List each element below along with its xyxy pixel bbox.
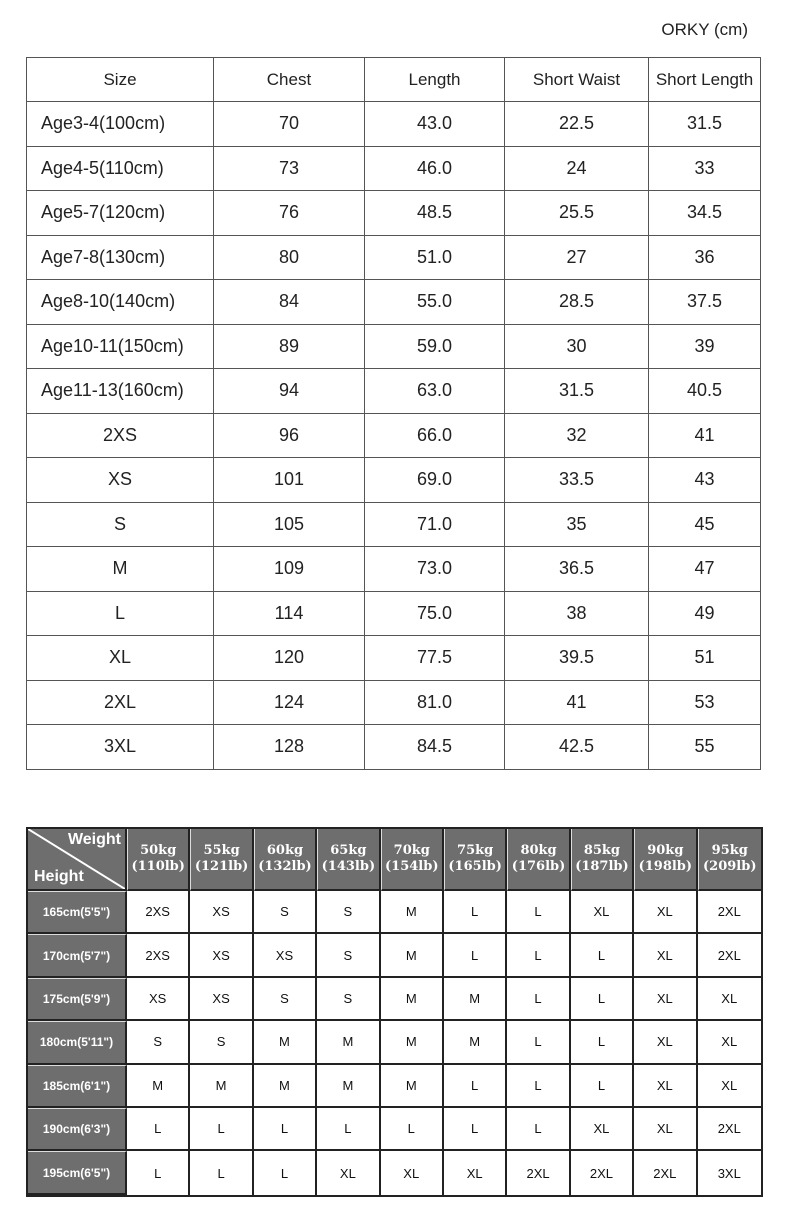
measurement-cell: 36 xyxy=(649,235,761,280)
size-chart-row xyxy=(27,547,761,592)
header-chest: Chest xyxy=(214,58,365,102)
measurement-cell: 39.5 xyxy=(505,636,649,681)
measurement-cell: 114 xyxy=(214,591,365,636)
weight-header-row xyxy=(28,829,761,891)
recommended-size-cell: 2XL xyxy=(571,1151,634,1194)
size-label-cell: S xyxy=(27,502,214,547)
weight-lb-label: (110lb) xyxy=(131,859,185,874)
measurement-cell: 77.5 xyxy=(365,636,505,681)
measurement-cell: 101 xyxy=(214,458,365,503)
recommended-size-cell: L xyxy=(571,978,634,1021)
recommended-size-cell: L xyxy=(507,1065,570,1108)
weight-lb-label: (176lb) xyxy=(511,859,566,874)
weight-header-cell xyxy=(698,829,761,891)
measurement-cell: 35 xyxy=(505,502,649,547)
height-row xyxy=(28,891,761,934)
header-short-waist: Short Waist xyxy=(505,58,649,102)
measurement-cell: 32 xyxy=(505,413,649,458)
size-chart-table xyxy=(26,57,761,770)
measurement-cell: 45 xyxy=(649,502,761,547)
measurement-cell: 25.5 xyxy=(505,191,649,236)
measurement-cell: 47 xyxy=(649,547,761,592)
measurement-cell: 40.5 xyxy=(649,369,761,414)
height-label-cell: 190cm(6'3") xyxy=(28,1108,127,1151)
recommended-size-cell: XL xyxy=(317,1151,380,1194)
recommended-size-cell: M xyxy=(381,1021,444,1064)
measurement-cell: 51 xyxy=(649,636,761,681)
size-chart-row xyxy=(27,280,761,325)
measurement-cell: 39 xyxy=(649,324,761,369)
weight-lb-label: (121lb) xyxy=(194,859,249,874)
recommended-size-cell: S xyxy=(190,1021,253,1064)
measurement-cell: 41 xyxy=(649,413,761,458)
measurement-cell: 80 xyxy=(214,235,365,280)
measurement-cell: 31.5 xyxy=(505,369,649,414)
recommended-size-cell: 3XL xyxy=(698,1151,761,1194)
recommended-size-cell: XL xyxy=(634,1065,697,1108)
recommended-size-cell: XL xyxy=(634,978,697,1021)
recommended-size-cell: L xyxy=(507,978,570,1021)
measurement-cell: 73 xyxy=(214,146,365,191)
measurement-cell: 38 xyxy=(505,591,649,636)
size-label-cell: Age10-11(150cm) xyxy=(27,324,214,369)
size-label-cell: Age5-7(120cm) xyxy=(27,191,214,236)
measurement-cell: 41 xyxy=(505,680,649,725)
weight-header-cell xyxy=(571,829,634,891)
recommended-size-cell: S xyxy=(317,891,380,934)
size-label-cell: 2XL xyxy=(27,680,214,725)
weight-lb-label: (132lb) xyxy=(258,859,312,874)
height-row xyxy=(28,934,761,977)
recommended-size-cell: L xyxy=(571,1065,634,1108)
weight-kg-label: 55kg xyxy=(203,843,240,858)
recommended-size-cell: L xyxy=(507,891,570,934)
recommended-size-cell: 2XL xyxy=(634,1151,697,1194)
recommended-size-cell: L xyxy=(127,1108,190,1151)
height-label-cell: 165cm(5'5") xyxy=(28,891,127,934)
measurement-cell: 43.0 xyxy=(365,102,505,147)
size-label-cell: Age8-10(140cm) xyxy=(27,280,214,325)
size-chart-row xyxy=(27,458,761,503)
recommended-size-cell: XS xyxy=(190,978,253,1021)
size-chart-row xyxy=(27,725,761,770)
height-label-cell: 175cm(5'9") xyxy=(28,978,127,1021)
weight-lb-label: (143lb) xyxy=(321,859,376,874)
size-chart-row xyxy=(27,191,761,236)
measurement-cell: 51.0 xyxy=(365,235,505,280)
header-size: Size xyxy=(27,58,214,102)
measurement-cell: 73.0 xyxy=(365,547,505,592)
size-chart-row xyxy=(27,680,761,725)
recommended-size-cell: XS xyxy=(127,978,190,1021)
size-label-cell: 2XS xyxy=(27,413,214,458)
weight-lb-label: (198lb) xyxy=(638,859,693,874)
recommended-size-cell: M xyxy=(127,1065,190,1108)
weight-height-corner xyxy=(28,829,127,891)
size-label-cell: XL xyxy=(27,636,214,681)
size-label-cell: M xyxy=(27,547,214,592)
recommended-size-cell: M xyxy=(254,1021,317,1064)
recommended-size-cell: XL xyxy=(634,1108,697,1151)
recommended-size-cell: S xyxy=(254,978,317,1021)
size-label-cell: 3XL xyxy=(27,725,214,770)
height-row xyxy=(28,978,761,1021)
recommended-size-cell: XL xyxy=(634,934,697,977)
measurement-cell: 81.0 xyxy=(365,680,505,725)
weight-header-cell xyxy=(634,829,697,891)
recommended-size-cell: 2XL xyxy=(507,1151,570,1194)
recommended-size-cell: M xyxy=(317,1021,380,1064)
weight-kg-label: 90kg xyxy=(647,843,684,858)
weight-kg-label: 70kg xyxy=(393,843,430,858)
measurement-cell: 33.5 xyxy=(505,458,649,503)
weight-kg-label: 75kg xyxy=(457,843,494,858)
recommended-size-cell: L xyxy=(507,934,570,977)
size-label-cell: Age4-5(110cm) xyxy=(27,146,214,191)
weight-kg-label: 60kg xyxy=(266,843,304,858)
recommended-size-cell: M xyxy=(190,1065,253,1108)
recommended-size-cell: L xyxy=(507,1021,570,1064)
size-label-cell: L xyxy=(27,591,214,636)
recommended-size-cell: XL xyxy=(571,1108,634,1151)
measurement-cell: 49 xyxy=(649,591,761,636)
recommended-size-cell: XL xyxy=(698,978,761,1021)
height-row xyxy=(28,1108,761,1151)
recommended-size-cell: XL xyxy=(381,1151,444,1194)
recommended-size-cell: L xyxy=(127,1151,190,1194)
size-chart-row xyxy=(27,591,761,636)
recommended-size-cell: M xyxy=(381,891,444,934)
measurement-cell: 120 xyxy=(214,636,365,681)
measurement-cell: 30 xyxy=(505,324,649,369)
measurement-cell: 36.5 xyxy=(505,547,649,592)
recommended-size-cell: XS xyxy=(254,934,317,977)
size-chart-row xyxy=(27,636,761,681)
recommended-size-cell: 2XS xyxy=(127,891,190,934)
measurement-cell: 53 xyxy=(649,680,761,725)
recommended-size-cell: L xyxy=(317,1108,380,1151)
height-label-cell: 195cm(6'5") xyxy=(28,1151,127,1194)
measurement-cell: 105 xyxy=(214,502,365,547)
measurement-cell: 84 xyxy=(214,280,365,325)
measurement-cell: 69.0 xyxy=(365,458,505,503)
recommended-size-cell: XL xyxy=(698,1021,761,1064)
measurement-cell: 22.5 xyxy=(505,102,649,147)
measurement-cell: 75.0 xyxy=(365,591,505,636)
size-label-cell: Age3-4(100cm) xyxy=(27,102,214,147)
recommended-size-cell: XL xyxy=(634,1021,697,1064)
recommended-size-cell: M xyxy=(381,978,444,1021)
weight-header-cell xyxy=(381,829,444,891)
recommended-size-cell: M xyxy=(444,978,507,1021)
corner-weight-label: Weight xyxy=(67,831,121,848)
height-label-cell: 170cm(5'7") xyxy=(28,934,127,977)
weight-header-cell xyxy=(317,829,380,891)
corner-height-label: Height xyxy=(34,868,84,885)
weight-kg-label: 50kg xyxy=(140,843,177,858)
recommended-size-cell: XL xyxy=(634,891,697,934)
recommended-size-cell: L xyxy=(444,891,507,934)
recommended-size-cell: L xyxy=(571,1021,634,1064)
recommended-size-cell: L xyxy=(507,1108,570,1151)
measurement-cell: 59.0 xyxy=(365,324,505,369)
weight-lb-label: (165lb) xyxy=(448,859,502,874)
recommended-size-cell: M xyxy=(444,1021,507,1064)
recommended-size-cell: 2XL xyxy=(698,934,761,977)
measurement-cell: 66.0 xyxy=(365,413,505,458)
weight-lb-label: (154lb) xyxy=(385,859,439,874)
weight-height-chart-table xyxy=(26,827,763,1197)
height-label-cell: 180cm(5'11") xyxy=(28,1021,127,1064)
size-chart-row xyxy=(27,502,761,547)
height-row xyxy=(28,1151,761,1194)
measurement-cell: 24 xyxy=(505,146,649,191)
recommended-size-cell: L xyxy=(444,1065,507,1108)
weight-lb-label: (187lb) xyxy=(575,859,629,874)
recommended-size-cell: XS xyxy=(190,934,253,977)
measurement-cell: 42.5 xyxy=(505,725,649,770)
recommended-size-cell: L xyxy=(254,1108,317,1151)
weight-header-cell xyxy=(127,829,190,891)
measurement-cell: 71.0 xyxy=(365,502,505,547)
measurement-cell: 70 xyxy=(214,102,365,147)
size-chart-row xyxy=(27,146,761,191)
measurement-cell: 96 xyxy=(214,413,365,458)
measurement-cell: 63.0 xyxy=(365,369,505,414)
weight-header-cell xyxy=(507,829,570,891)
measurement-cell: 37.5 xyxy=(649,280,761,325)
recommended-size-cell: S xyxy=(317,978,380,1021)
measurement-cell: 55.0 xyxy=(365,280,505,325)
recommended-size-cell: S xyxy=(127,1021,190,1064)
weight-lb-label: (209lb) xyxy=(703,859,757,874)
recommended-size-cell: S xyxy=(254,891,317,934)
weight-header-cell xyxy=(190,829,253,891)
size-label-cell: Age11-13(160cm) xyxy=(27,369,214,414)
recommended-size-cell: L xyxy=(190,1151,253,1194)
header-length: Length xyxy=(365,58,505,102)
measurement-cell: 94 xyxy=(214,369,365,414)
measurement-cell: 48.5 xyxy=(365,191,505,236)
recommended-size-cell: 2XS xyxy=(127,934,190,977)
recommended-size-cell: L xyxy=(190,1108,253,1151)
measurement-cell: 28.5 xyxy=(505,280,649,325)
measurement-cell: 55 xyxy=(649,725,761,770)
measurement-cell: 89 xyxy=(214,324,365,369)
recommended-size-cell: XS xyxy=(190,891,253,934)
size-chart-row xyxy=(27,324,761,369)
measurement-cell: 43 xyxy=(649,458,761,503)
size-chart-row xyxy=(27,369,761,414)
measurement-cell: 27 xyxy=(505,235,649,280)
measurement-cell: 33 xyxy=(649,146,761,191)
recommended-size-cell: XL xyxy=(571,891,634,934)
measurement-cell: 31.5 xyxy=(649,102,761,147)
recommended-size-cell: L xyxy=(444,934,507,977)
measurement-cell: 34.5 xyxy=(649,191,761,236)
recommended-size-cell: L xyxy=(444,1108,507,1151)
recommended-size-cell: L xyxy=(381,1108,444,1151)
measurement-cell: 84.5 xyxy=(365,725,505,770)
recommended-size-cell: L xyxy=(254,1151,317,1194)
header-short-length: Short Length xyxy=(649,58,761,102)
measurement-cell: 109 xyxy=(214,547,365,592)
measurement-cell: 128 xyxy=(214,725,365,770)
recommended-size-cell: M xyxy=(254,1065,317,1108)
weight-kg-label: 95kg xyxy=(711,843,748,858)
measurement-cell: 76 xyxy=(214,191,365,236)
size-chart-header-row xyxy=(27,58,761,102)
weight-kg-label: 80kg xyxy=(520,843,557,858)
weight-header-cell xyxy=(444,829,507,891)
size-label-cell: Age7-8(130cm) xyxy=(27,235,214,280)
size-chart-row xyxy=(27,102,761,147)
height-label-cell: 185cm(6'1") xyxy=(28,1065,127,1108)
recommended-size-cell: S xyxy=(317,934,380,977)
recommended-size-cell: L xyxy=(571,934,634,977)
weight-kg-label: 85kg xyxy=(583,843,621,858)
size-chart-row xyxy=(27,235,761,280)
size-chart-row xyxy=(27,413,761,458)
recommended-size-cell: M xyxy=(317,1065,380,1108)
recommended-size-cell: 2XL xyxy=(698,1108,761,1151)
measurement-cell: 124 xyxy=(214,680,365,725)
height-row xyxy=(28,1065,761,1108)
weight-kg-label: 65kg xyxy=(330,843,367,858)
recommended-size-cell: 2XL xyxy=(698,891,761,934)
recommended-size-cell: XL xyxy=(444,1151,507,1194)
brand-unit-label: ORKY (cm) xyxy=(661,20,748,39)
size-label-cell: XS xyxy=(27,458,214,503)
recommended-size-cell: M xyxy=(381,934,444,977)
recommended-size-cell: XL xyxy=(698,1065,761,1108)
recommended-size-cell: M xyxy=(381,1065,444,1108)
measurement-cell: 46.0 xyxy=(365,146,505,191)
weight-header-cell xyxy=(254,829,317,891)
height-row xyxy=(28,1021,761,1064)
